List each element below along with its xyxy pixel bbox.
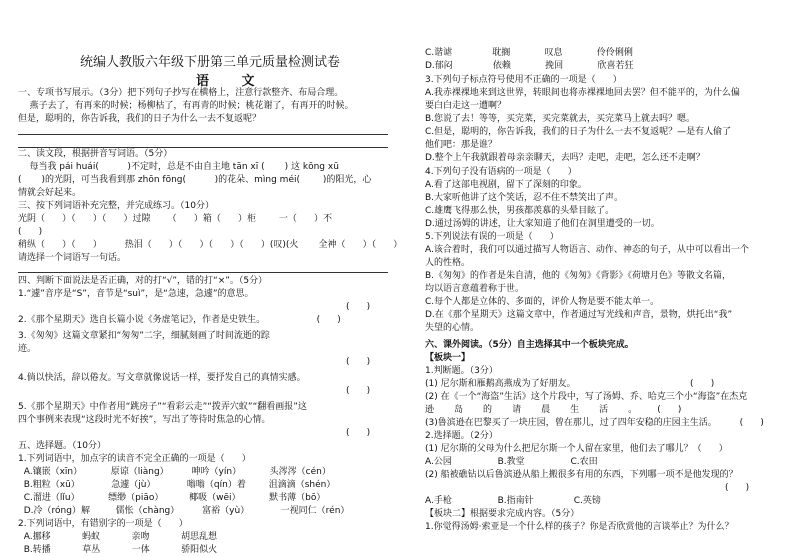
text-line: D.在《那个星期天》这篇文章中，作者通过写光线和声音，景物，烘托出“我” [425,310,733,320]
text-line: A.我赤裸裸地来到这世界，转眼间也将赤裸裸地回去罢？但不能平的，为什么偏 [425,88,740,98]
text-line: 情就会好起来。 [18,188,82,198]
text-line: 每当我 pái huái( )不定时，总是不由自主地 tān xī ( ) 这 kōng xū [18,162,339,172]
writing-line [18,134,388,135]
text-line: 光阴（ ）（ ）（ ）过隙 （ ）箱（ ）柜 一（ ）不 [18,214,333,224]
text-line: C.雄鹰飞得那么快，男孩都羡慕的头晕目眩了。 [425,206,615,216]
text-line: ( ) [18,227,43,237]
text-line: ( ) [346,302,371,312]
text-line: D.郁闷 依赖 挽回 欣喜若狂 [425,61,634,71]
text-line: 【板块一】 [425,353,471,363]
text-line: 五、选择题。（10分） [18,441,106,451]
text-line: 1.下列词语中，加点字的读音不完全正确的一项是（ ） [18,454,251,464]
text-line: 3.下列句子标点符号使用不正确的一项是（ ） [425,75,622,85]
text-line: C.谐谑 耽搁 叹息 伶伶俐俐 [425,48,633,58]
text-line: 失望的心情。 [425,323,480,333]
text-line: C.每个人都是立体的、多面的，评价人物是要不能太单一。 [425,297,660,307]
text-line: D.冷（róng）解 儒怅（chàng） 富裕（yù） 一视同仁（rén） [18,506,350,516]
text-line: (3)鲁滨逊在巴黎买了一块庄园，曾在那儿，过了四年安稳的庄园主生活。 ( ) [425,418,764,428]
text-line: 逊 岛 的 请 晨 生 活 。 ( ) [425,405,682,415]
text-line: 请选择一个词语写一句话。 [18,253,127,263]
text-line: 人的性格。 [425,258,471,268]
text-line: B.大家听他讲了这个笑话，忍不住不禁笑出了声。 [425,193,624,203]
text-line: 5.下列说法有误的一项是（ ） [425,232,559,242]
text-line: 四、判断下面说法是否正确，对的打“√”，错的打“×”。（5分） [18,276,268,286]
text-line: (2) 船被礁钻以后鲁滨逊从船上搬很多有用的东西，下列哪一项不是他发现的？ [425,470,738,480]
text-line: A.挪移 蚂蚁 亲吻 胡思乱想 [18,532,217,542]
text-line: A.公园 B.教堂 C.农田 [425,457,598,467]
text-line: 迹。 [18,344,37,354]
text-line: 但是，聪明的，你告诉我，我们的日子为什么一去不复返呢？ [18,114,262,124]
text-line: 一、专项书写展示。（3分）把下列句子抄写在横格上，注意行款整齐、布局合理。 [18,88,344,98]
text-line: 六、课外阅读。（5分）自主选择其中一个板块完成。 [425,340,634,350]
text-line: 2.《那个星期天》选自长篇小说《务虚笔记》，作者是史铁生。 ( ) [18,315,341,325]
text-line: 1.“遽”音序是“S”，音节是“suì”，是“急速，急遽”的意思。 [18,289,254,299]
text-line: 2.选择题。（2分） [425,431,498,441]
text-line: 1.判断题。（3分） [425,366,498,376]
text-line: 三、按下列词语补充完整，并完成练习。（10分） [18,201,214,211]
text-line: B.您说了去！等等，买完菜，买完菜就去，买完菜马上就去吗？嗯。 [425,114,696,124]
text-line: 燕子去了，有再来的时候；杨柳枯了，有再青的时候；桃花谢了，有再开的时候。 [18,101,354,111]
subject-title: 语 文 [196,74,269,89]
text-line: (1) 尼尔斯和雁鹅高燕成为了好朋友。 ( ) [425,379,715,389]
text-line: (2) 在《一个“海盗”生活》这个片段中，写了汤姆、乔、哈克三个小“海盗”在杰克 [425,392,748,402]
text-line: 稍纵（ ）（ ） 热泪（ ）（ ）（ ）（ ）(叹)(火 全神（ ）（ ） [18,240,403,250]
text-line: (1) 尼尔斯的父母为什么把尼尔斯一个人留在家里，他们去了哪儿？（ ） [425,444,728,454]
text-line: 4.下列句子没有语病的一项是（ ） [425,167,577,177]
text-line: 要白白走这一遭啊？ [425,101,507,111]
text-line: A.看了这部电视剧，留下了深刻的印象。 [425,180,587,190]
writing-line [18,147,388,148]
text-line: B.转播 草丛 一体 骄阳似火 [18,545,218,555]
text-line: ( ) [725,483,750,493]
text-line: D.整个上午我就跟着母亲亲聊天，去吗？走吧，走吧，怎么还不走啊？ [425,153,705,163]
text-line: A.该合着时，我们可以通过描写人物语言、动作、神态的句子，从中可以看出一个 [425,245,749,255]
text-line: C.但是，聪明的，你告诉我，我们的日子为什么一去不复返呢？—是有人偷了 [425,127,732,137]
text-line: 2.下列词语中，有错别字的一项是（ ） [18,519,188,529]
text-line: ( ) [346,386,371,396]
text-line: 他们吧：那是谁？ [425,140,498,150]
text-line: 均以语言意蕴着称于世。 [425,284,525,294]
text-line: 【板块二】根据要求完成内容。（5分） [425,509,580,519]
exam-title: 统编人教版六年级下册第三单元质量检测试卷 [80,55,341,70]
text-line: ( ) [346,428,371,438]
text-line: B.粗粒（xū） 急遽（jù） 嗡嗡（qín）着 沮滴滴（shén） [18,480,336,490]
text-line: 1.你觉得汤姆·索亚是一个什么样的孩子？你是否欣赏他的言谈举止？为什么？ [425,522,734,532]
text-line: D.通过汤姆的讲述，让大家知道了他们在洞里遭受的一切。 [425,219,660,229]
text-line: ( )的光阴，可当我看到那 zhōn fōng( )的花朵、mìng méi( )的阳光，心 [18,175,372,185]
text-line: 四个事例来表现“这段时光不好挨”，写出了等待时焦急的心情。 [18,415,271,425]
text-line: ( ) [346,357,371,367]
answer-line [18,272,388,273]
text-line: C.溜进（lǐu） 缥缈（piāo） 椰吸（wēi） 默书薄（bō） [18,493,326,503]
text-line: A.镶嵌（xīn） 原谅（liàng） 呻吟（yín） 头涔涔（cén） [18,467,331,477]
text-line: 3.《匆匆》这篇文章紧扣“匆匆”二字，细腻刻画了时间流逝的踪 [18,331,270,341]
text-line: 二、读文段，根据拼音写词语。（5分） [18,149,173,159]
text-line: A.手枪 B.指南针 C.英镑 [425,496,601,506]
text-line: 5.《那个星期天》中作者用“跳房子”“看彩云走”“拨弄穴蚁”“翻看画报”这 [18,402,307,412]
text-line: 4.倘以快活，辞以倦友。写文章就像说话一样，要抒发自己的真情实感。 [18,373,306,383]
text-line: B.《匆匆》的作者是朱自清，他的《匆匆》《背影》《荷塘月色》等散文名篇， [425,271,732,281]
